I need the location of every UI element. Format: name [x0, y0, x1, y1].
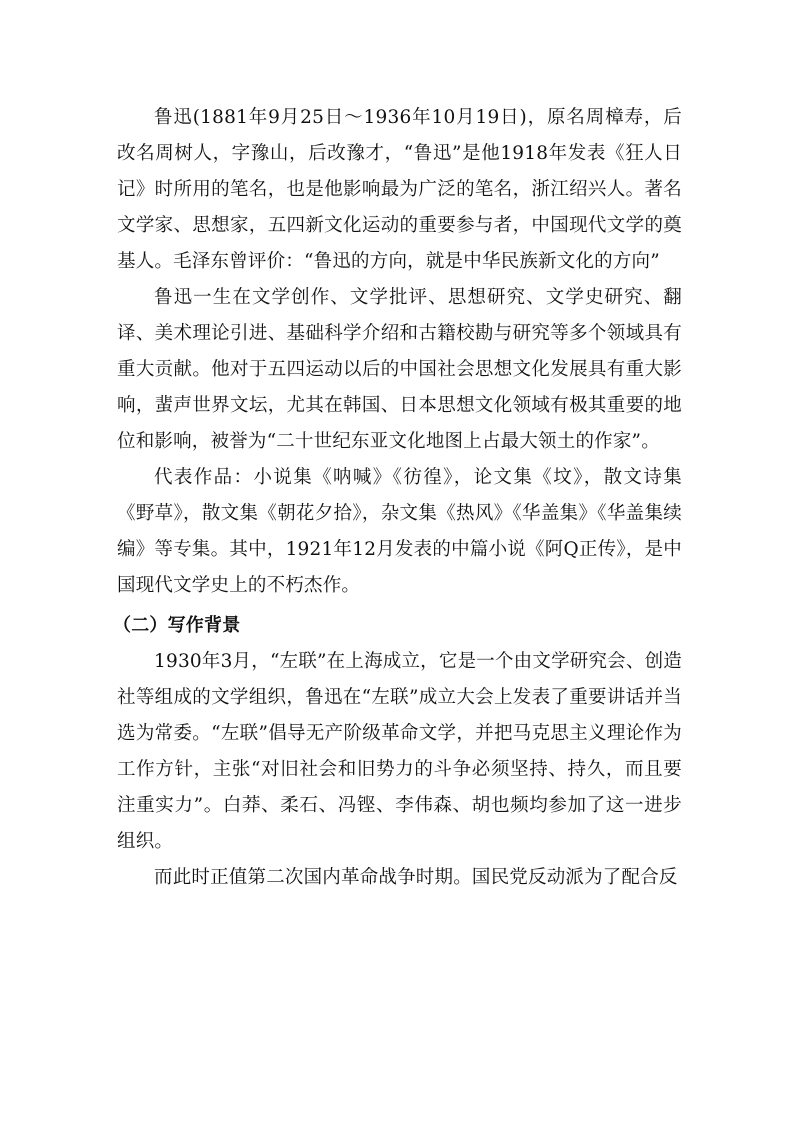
background-paragraph-2: 而此时正值第二次国内革命战争时期。国民党反动派为了配合反 — [154, 867, 678, 888]
section-heading: （二）写作背景 — [113, 615, 241, 636]
background-paragraph-1: 1930年3月，“左联”在上海成立，它是一个由文学研究会、创造社等组成的文学组织，鲁迅在“左联”成立大会上发表了重要讲话并当选为常委。“左联”倡导无产阶级革命文学，并把马克思主义理论作为工作方针，主张“对旧社会和旧势力的斗争必须坚持、持久，而且要注重实力”。白莽、柔石、冯铿、李伟森、胡也频均参加了这一进步组织。 — [117, 651, 682, 852]
intro-paragraph-3: 代表作品：小说集《呐喊》《彷徨》，论文集《坟》，散文诗集《野草》，散文集《朝花夕拾》，杂文集《热风》《华盖集》《华盖集续编》等专集。其中，1921年12月发表的中篇小说《阿Q正传》，是中国现代文学史上的不朽杰作。 — [117, 467, 682, 596]
intro-paragraph-1: 鲁迅(1881年9月25日～1936年10月19日)，原名周樟寿，后改名周树人，字豫山，后改豫才，“鲁迅”是他1918年发表《狂人日记》时所用的笔名，也是他影响最为广泛的笔名，浙江绍兴人。著名文学家、思想家，五四新文化运动的重要参与者，中国现代文学的奠基人。毛泽东曾评价：“鲁迅的方向，就是中华民族新文化的方向” — [117, 107, 682, 272]
document-body — [113, 100, 682, 896]
intro-paragraph-2: 鲁迅一生在文学创作、文学批评、思想研究、文学史研究、翻译、美术理论引进、基础科学介绍和古籍校勘与研究等多个领域具有重大贡献。他对于五四运动以后的中国社会思想文化发展具有重大影响，蜚声世界文坛，尤其在韩国、日本思想文化领域有极其重要的地位和影响，被誉为“二十世纪东亚文化地图上占最大领土的作家”。 — [117, 287, 682, 452]
